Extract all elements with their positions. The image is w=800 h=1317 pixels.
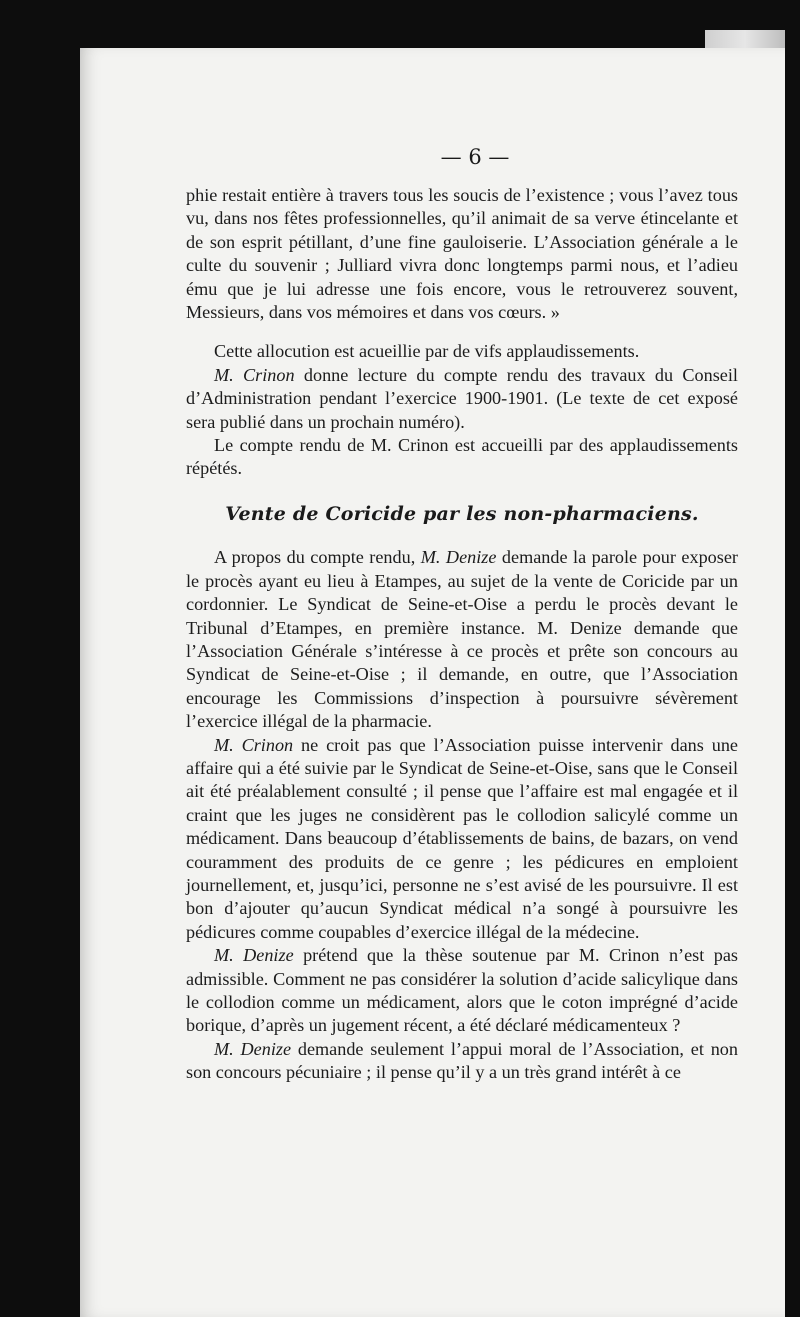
paragraph-text: ne croit pas que l’Association puisse intervenir dans une affaire qui a été suivie par le Syndicat de Seine-et-Oise, sans que le Conseil ait été préalablement consulté ; il pense que l’affaire est mal engagée et il craint que les juges ne considèrent pas le collodion salicylé comme un médicament. Dans beaucoup d’établissements de bains, de bazars, on vend couramment des produits de ce genre ; les pédicures en emploient journellement, et, jusqu’ici, personne ne s’est avisé de les poursuivre. Il est bon d’ajouter qu’aucun Syndicat médical n’a songé à poursuivre les pédicures comme coupables d’exercice illégal de la médecine. <box>186 734 738 942</box>
paragraph-text: demande seulement l’appui moral de l’Association, et non son concours pécuniaire ; il pense qu’il y a un très grand intérêt à ce <box>186 1038 738 1083</box>
paragraph-report-applause: Le compte rendu de M. Crinon est accueilli par des applaudissements répétés. <box>186 435 738 479</box>
paragraph-denize-thesis <box>186 944 738 1038</box>
page-number: — 6 — <box>440 145 510 169</box>
paragraph-applause: Cette allocution est acueillie par de vifs applaudissements. <box>214 341 640 362</box>
paragraph-denize-support <box>186 1038 738 1085</box>
paragraph-crinon-report <box>186 364 738 434</box>
paragraph-text-before: A propos du compte rendu, <box>214 547 421 568</box>
speaker-name: M. Denize <box>214 1038 292 1059</box>
paragraph-text-after: demande la parole pour exposer le procès ayant eu lieu à Etampes, au sujet de la vente de Coricide par un cordonnier. Le Syndicat de Seine-et-Oise a perdu le procès devant le Tribunal d’Etampes, en première instance. M. Denize demande que l’Association Générale s’intéresse à ce procès et prête son concours au Syndicat de Seine-et-Oise ; il demande, en outre, que l’Association encourage les Commissions d’inspection à poursuivre sévèrement l’exercice illégal de la pharmacie. <box>186 547 738 732</box>
speaker-name: M. Denize <box>420 547 497 568</box>
section-heading: Vente de Coricide par les non-pharmaciens. <box>225 502 699 525</box>
paragraph-text: prétend que la thèse soutenue par M. Crinon n’est pas admissible. Comment ne pas considérer la solution d’acide salicylique dans le collodion comme un médicament, alors que le coton imprégné d’acide borique, d’après un jugement récent, a été déclaré médicamenteux ? <box>186 945 738 1036</box>
speaker-name: M. Crinon <box>214 734 294 755</box>
paragraph-text: donne lecture du compte rendu des travaux du Conseil d’Administration pendant l’exercice 1900-1901. (Le texte de cet exposé sera publié dans un prochain numéro). <box>186 364 738 432</box>
speaker-name: M. Denize <box>214 945 294 966</box>
paragraph-denize-request <box>186 546 738 733</box>
paragraph-continued: phie restait entière à travers tous les soucis de l’existence ; vous l’avez tous vu, dans nos fêtes professionnelles, qu’il animait de sa verve étincelante et de son esprit pétillant, d’une fine gauloiserie. L’Association générale a le culte du souvenir ; Julliard vivra donc longtemps parmi nous, et l’adieu ému que je lui adresse une fois encore, vous le retrouverez souvent, Messieurs, dans vos mémoires et dans vos cœurs. » <box>186 185 738 323</box>
body-text <box>186 184 738 1085</box>
speaker-name: M. Crinon <box>214 364 295 385</box>
paragraph-crinon-reply <box>186 734 738 945</box>
